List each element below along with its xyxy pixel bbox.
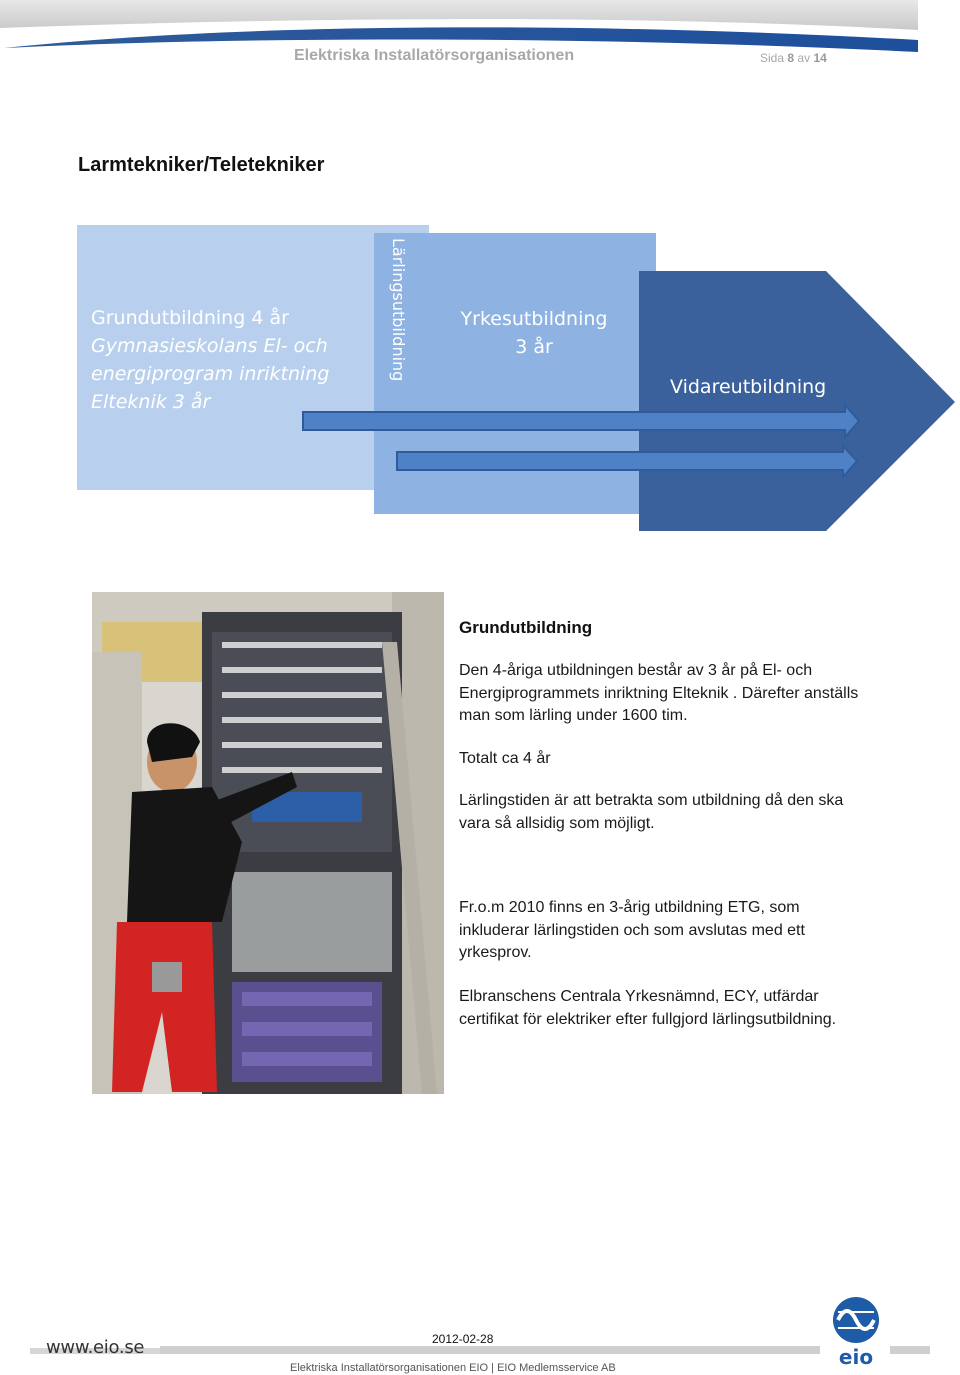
yrke-box [374, 233, 656, 514]
page-title: Larmtekniker/Teletekniker [78, 154, 325, 176]
yrke-line-2: 3 år [515, 336, 553, 358]
paragraph-3: Lärlingstiden är att betrakta som utbildning då den ska vara så allsidig som möjligt. [459, 792, 844, 832]
grund-line-3: energiprogram inriktning [91, 363, 330, 385]
paragraph-4: Fr.o.m 2010 finns en 3-årig utbildning ETG, som inkluderar lärlingstiden och som avslutas med ett yrkesprov. [459, 899, 805, 961]
page-total: 14 [813, 51, 827, 65]
page-current: 8 [787, 51, 795, 65]
grund-text [91, 304, 351, 416]
page-prefix: Sida [760, 51, 785, 65]
yrke-text [440, 305, 628, 361]
paragraph-5: Elbranschens Centrala Yrkesnämnd, ECY, utfärdar certifikat för elektriker efter fullgjord lärlingsutbildning. [459, 988, 837, 1028]
vidare-label: Vidareutbildning [670, 376, 827, 398]
logo-text: eio [838, 1345, 874, 1368]
footer-organization: Elektriska Installatörsorganisationen EIO | EIO Medlemsservice AB [290, 1362, 616, 1374]
yrke-line-1: Yrkesutbildning [460, 308, 608, 330]
grund-line-1: Grundutbildning 4 år [91, 307, 289, 329]
paragraph-1: Den 4-åriga utbildningen består av 3 år på El- och Energiprogrammets inriktning Elteknik . Därefter anställs man som lärling under 1600 tim. [459, 662, 859, 724]
eio-logo-icon [830, 1296, 882, 1368]
grund-line-4: Elteknik 3 år [91, 391, 211, 413]
section-heading: Grundutbildning [459, 618, 593, 637]
footer-date: 2012-02-28 [432, 1332, 494, 1346]
page-sep: av [797, 51, 811, 65]
education-diagram [0, 0, 960, 540]
technician-photo [92, 592, 444, 1094]
paragraph-2: Totalt ca 4 år [459, 750, 551, 767]
grund-line-2: Gymnasieskolans El- och [91, 335, 328, 357]
header-organization: Elektriska Installatörsorganisationen [294, 47, 575, 64]
vidare-arrow [639, 271, 955, 531]
larling-label: Lärlingsutbildning [389, 238, 408, 382]
footer-website: www.eio.se [46, 1337, 145, 1358]
